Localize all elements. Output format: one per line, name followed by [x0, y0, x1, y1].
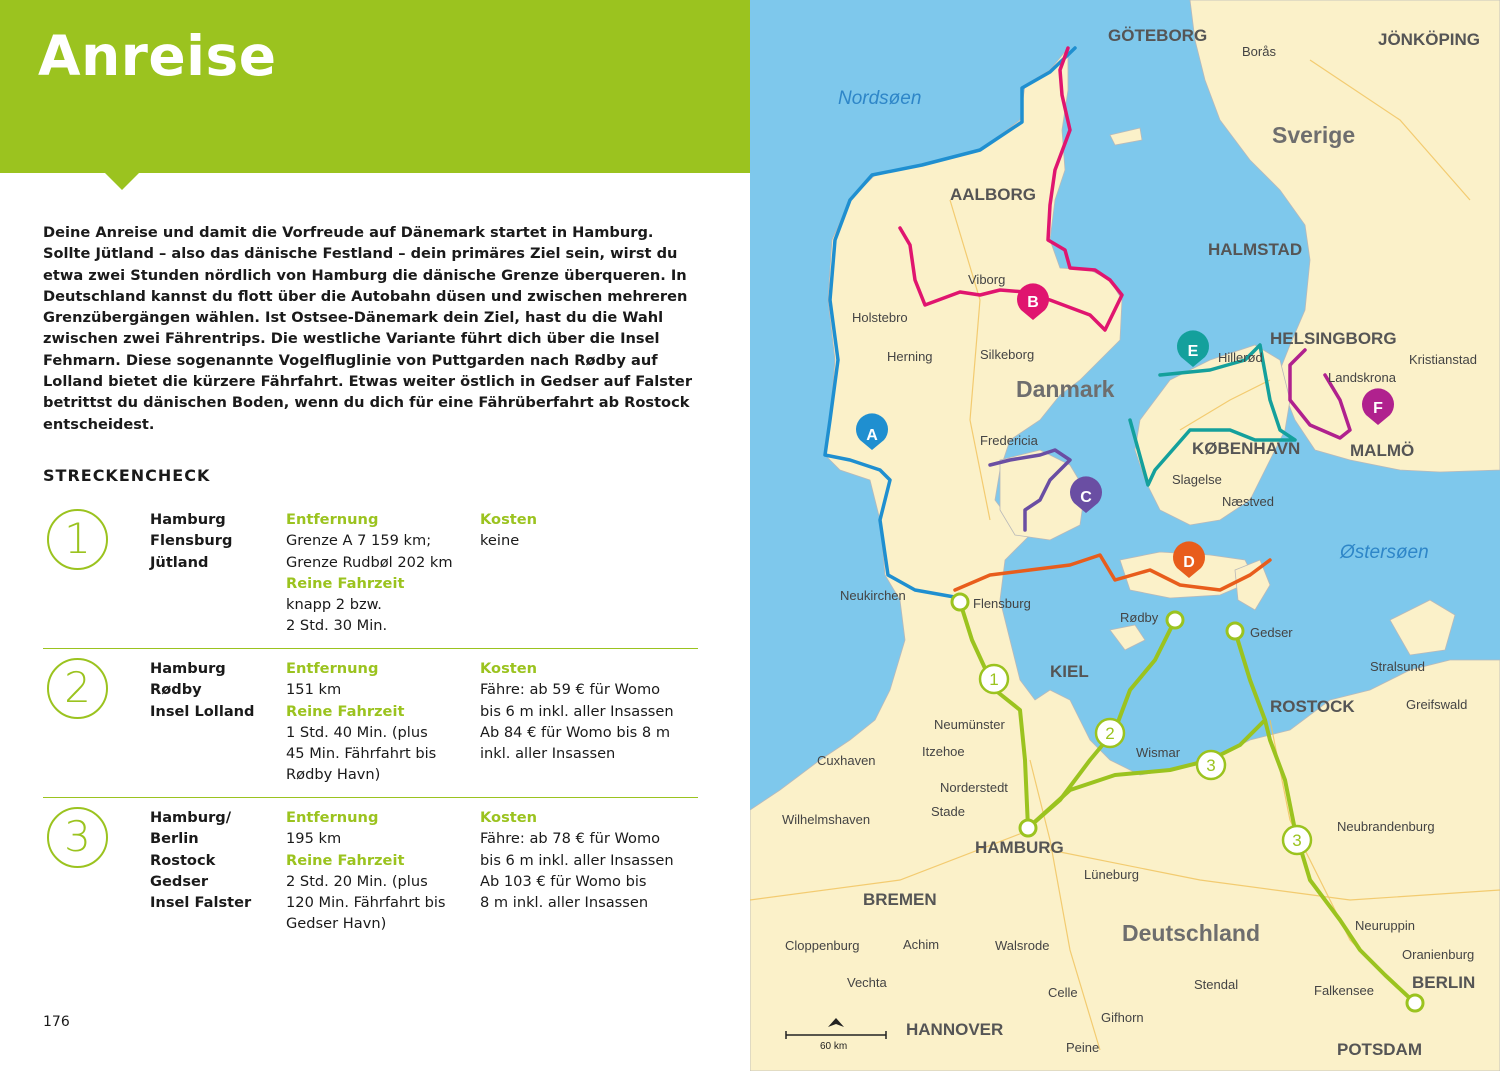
- route-badge-1: [980, 665, 1008, 693]
- route-badge-3b: [1283, 826, 1311, 854]
- town-norderstedt: Norderstedt: [940, 780, 1008, 795]
- cost-value: keine: [480, 532, 520, 550]
- town-neuruppin: Neuruppin: [1355, 918, 1415, 933]
- town-celle: Celle: [1048, 985, 1078, 1000]
- scale-label: 60 km: [820, 1041, 848, 1052]
- town-neumunster: Neumünster: [934, 717, 1005, 732]
- place: Hamburg: [150, 511, 226, 528]
- city-halmstad: HALMSTAD: [1208, 240, 1303, 259]
- route-badge-3a-label: 3: [1206, 756, 1216, 775]
- town-rodby: Rødby: [1120, 610, 1159, 625]
- town-silkeborg: Silkeborg: [980, 347, 1035, 362]
- town-kristianstad: Kristianstad: [1409, 352, 1477, 367]
- place: Berlin: [150, 830, 199, 848]
- place: Flensburg: [150, 532, 233, 550]
- marker-layer: [750, 0, 1500, 1071]
- place: Hamburg/: [150, 809, 232, 826]
- route-distance-time: [286, 807, 476, 935]
- town-oranienburg: Oranienburg: [1402, 947, 1475, 962]
- route-distance-time: [286, 658, 476, 786]
- route-number-badge: 1: [47, 509, 108, 570]
- page-title: Anreise: [38, 24, 277, 88]
- city-goteborg: GÖTEBORG: [1108, 26, 1208, 45]
- town-peine: Peine: [1066, 1040, 1100, 1055]
- place: Jütland: [150, 553, 209, 571]
- endpoint-gedser: [1227, 623, 1243, 639]
- town-walsrode: Walsrode: [995, 938, 1050, 953]
- cost-value: Fähre: ab 59 € für Womo: [480, 681, 661, 699]
- cost-value: bis 6 m inkl. aller Insassen: [480, 702, 674, 720]
- endpoint-rodby: [1167, 612, 1183, 628]
- town-boras: Borås: [1242, 44, 1276, 59]
- marker-b[interactable]: [1017, 283, 1049, 320]
- route-costs: [480, 807, 700, 913]
- cost-value: inkl. aller Insassen: [480, 745, 616, 763]
- city-malmo: MALMÖ: [1350, 441, 1415, 460]
- marker-a[interactable]: [856, 413, 888, 450]
- marker-b-label: B: [1027, 294, 1039, 311]
- town-neubrandenburg: Neubrandenburg: [1337, 819, 1435, 834]
- marker-c-label: C: [1080, 489, 1092, 506]
- route-number-badge: 3: [47, 807, 108, 868]
- town-viborg: Viborg: [968, 272, 1006, 287]
- route-distance-time: [286, 509, 476, 637]
- scale-bar: [786, 1018, 886, 1039]
- town-gifhorn: Gifhorn: [1101, 1010, 1144, 1025]
- distance-label: Entfernung: [286, 511, 379, 528]
- town-achim: Achim: [903, 937, 940, 952]
- route-costs: [480, 658, 700, 764]
- marker-f[interactable]: [1362, 388, 1394, 425]
- place: Insel Lolland: [150, 702, 255, 720]
- time-value: knapp 2 bzw.: [286, 596, 382, 614]
- time-label: Reine Fahrzeit: [286, 851, 405, 869]
- place: Hamburg: [150, 660, 226, 677]
- time-label: Reine Fahrzeit: [286, 702, 405, 720]
- city-rostock: ROSTOCK: [1270, 697, 1355, 716]
- place: Insel Falster: [150, 894, 252, 912]
- place: Rostock: [150, 851, 216, 869]
- distance-value: Grenze Rudbøl 202 km: [286, 553, 453, 571]
- city-hamburg: HAMBURG: [975, 838, 1064, 857]
- divider: [43, 648, 698, 649]
- city-kiel: KIEL: [1050, 662, 1089, 681]
- city-kobenhavn: KØBENHAVN: [1192, 439, 1301, 458]
- town-hillerod: Hillerød: [1218, 350, 1263, 365]
- marker-e[interactable]: [1177, 330, 1209, 367]
- town-stendal: Stendal: [1194, 977, 1239, 992]
- time-value: 2 Std. 30 Min.: [286, 617, 388, 635]
- city-aalborg: AALBORG: [950, 185, 1036, 204]
- town-wismar: Wismar: [1136, 745, 1181, 760]
- town-luneburg: Lüneburg: [1084, 867, 1139, 882]
- town-stralsund: Stralsund: [1370, 659, 1425, 674]
- north-arrow-icon: [828, 1018, 844, 1027]
- endpoint-berlin: [1407, 995, 1423, 1011]
- sea-label-north: Nordsøen: [838, 88, 922, 109]
- city-potsdam: POTSDAM: [1337, 1040, 1422, 1059]
- town-greifswald: Greifswald: [1406, 697, 1468, 712]
- marker-f-label: F: [1373, 400, 1383, 417]
- route-badge-1-label: 1: [989, 670, 999, 689]
- marker-d-label: D: [1183, 554, 1195, 571]
- town-vechta: Vechta: [847, 975, 887, 990]
- page-number: 176: [43, 1014, 70, 1030]
- endpoint-hamburg: [1020, 820, 1036, 836]
- marker-a-label: A: [866, 427, 878, 444]
- cost-value: bis 6 m inkl. aller Insassen: [480, 851, 674, 869]
- distance-label: Entfernung: [286, 809, 379, 826]
- time-value: Rødby Havn): [286, 766, 381, 784]
- town-landskrona: Landskrona: [1328, 370, 1396, 385]
- cost-label: Kosten: [480, 511, 538, 528]
- town-gedser: Gedser: [1250, 625, 1293, 640]
- route-badge-2-label: 2: [1105, 724, 1115, 743]
- town-slagelse: Slagelse: [1172, 472, 1222, 487]
- sea-label-baltic: Østersøen: [1340, 542, 1429, 563]
- country-label-sweden: Sverige: [1272, 122, 1356, 148]
- city-berlin: BERLIN: [1412, 973, 1476, 992]
- marker-e-label: E: [1187, 343, 1199, 360]
- route-places: [150, 509, 280, 573]
- town-cuxhaven: Cuxhaven: [817, 753, 876, 768]
- place: Gedser: [150, 872, 209, 890]
- intro-paragraph: Deine Anreise und damit die Vorfreude auf Dänemark startet in Hamburg. Sollte Jütland – also das dänische Festland – dein primäres Ziel sein, wirst du etwa zwei Stunden nördlich von Hamburg die dänische Grenze überqueren. In Deutschland kannst du flott über die Autobahn düsen und zwischen mehreren Grenzübergängen wählen. Ist Ostsee-Dänemark dein Ziel, hast du die Wahl zwischen zwei Fährentrips. Die westliche Variante führt dich über die Insel Fehmarn. Diese sogenannte Vogelfluglinie von Puttgarden nach Rødby auf Lolland bietet die kürzere Fährfahrt. Etwas weiter östlich in Gedser auf Falster betrittst du dänischen Boden, wenn du dich für eine Fährüberfahrt ab Rostock entscheidest.: [43, 224, 693, 433]
- cost-value: 8 m inkl. aller Insassen: [480, 894, 649, 912]
- cost-value: Ab 84 € für Womo bis 8 m: [480, 723, 671, 741]
- cost-value: Fähre: ab 78 € für Womo: [480, 830, 661, 848]
- route-number-badge: 2: [47, 658, 108, 719]
- town-naestved: Næstved: [1222, 494, 1275, 509]
- cost-label: Kosten: [480, 809, 538, 826]
- time-value: 1 Std. 40 Min. (plus: [286, 723, 428, 741]
- town-cloppenburg: Cloppenburg: [785, 938, 860, 953]
- town-flensburg: Flensburg: [973, 596, 1031, 611]
- town-neukirchen: Neukirchen: [840, 588, 906, 603]
- route-map: [750, 0, 1500, 1071]
- distance-label: Entfernung: [286, 660, 379, 677]
- cost-value: Ab 103 € für Womo bis: [480, 872, 647, 890]
- divider: [43, 797, 698, 798]
- town-stade: Stade: [931, 804, 965, 819]
- town-falkensee: Falkensee: [1314, 983, 1374, 998]
- section-heading: STRECKENCHECK: [43, 466, 211, 485]
- marker-d[interactable]: [1173, 541, 1205, 578]
- route-places: [150, 807, 280, 913]
- route-badge-3a: [1197, 751, 1225, 779]
- distance-value: 151 km: [286, 681, 342, 699]
- time-value: 2 Std. 20 Min. (plus: [286, 872, 428, 890]
- distance-value: 195 km: [286, 830, 342, 848]
- route-costs: [480, 509, 700, 552]
- country-label-germany: Deutschland: [1122, 920, 1261, 946]
- city-helsingborg: HELSINGBORG: [1270, 329, 1397, 348]
- time-label: Reine Fahrzeit: [286, 574, 405, 592]
- route-badge-3b-label: 3: [1292, 831, 1302, 850]
- cost-label: Kosten: [480, 660, 538, 677]
- route-badge-2: [1096, 719, 1124, 747]
- header-notch: [104, 172, 140, 190]
- town-herning: Herning: [887, 349, 933, 364]
- distance-value: Grenze A 7 159 km;: [286, 532, 432, 550]
- city-hannover: HANNOVER: [906, 1020, 1004, 1039]
- endpoint-flensburg: [952, 594, 968, 610]
- town-itzehoe: Itzehoe: [922, 744, 965, 759]
- time-value: 45 Min. Fährfahrt bis: [286, 745, 437, 763]
- route-places: [150, 658, 280, 722]
- time-value: Gedser Havn): [286, 915, 387, 933]
- town-holstebro: Holstebro: [852, 310, 908, 325]
- place: Rødby: [150, 681, 202, 699]
- country-label-denmark: Danmark: [1016, 376, 1115, 402]
- marker-c[interactable]: [1070, 476, 1102, 513]
- time-value: 120 Min. Fährfahrt bis: [286, 894, 446, 912]
- town-wilhelmshaven: Wilhelmshaven: [782, 812, 871, 827]
- city-jonkoping: JÖNKÖPING: [1378, 30, 1481, 49]
- town-fredericia: Fredericia: [980, 433, 1038, 448]
- city-bremen: BREMEN: [863, 890, 937, 909]
